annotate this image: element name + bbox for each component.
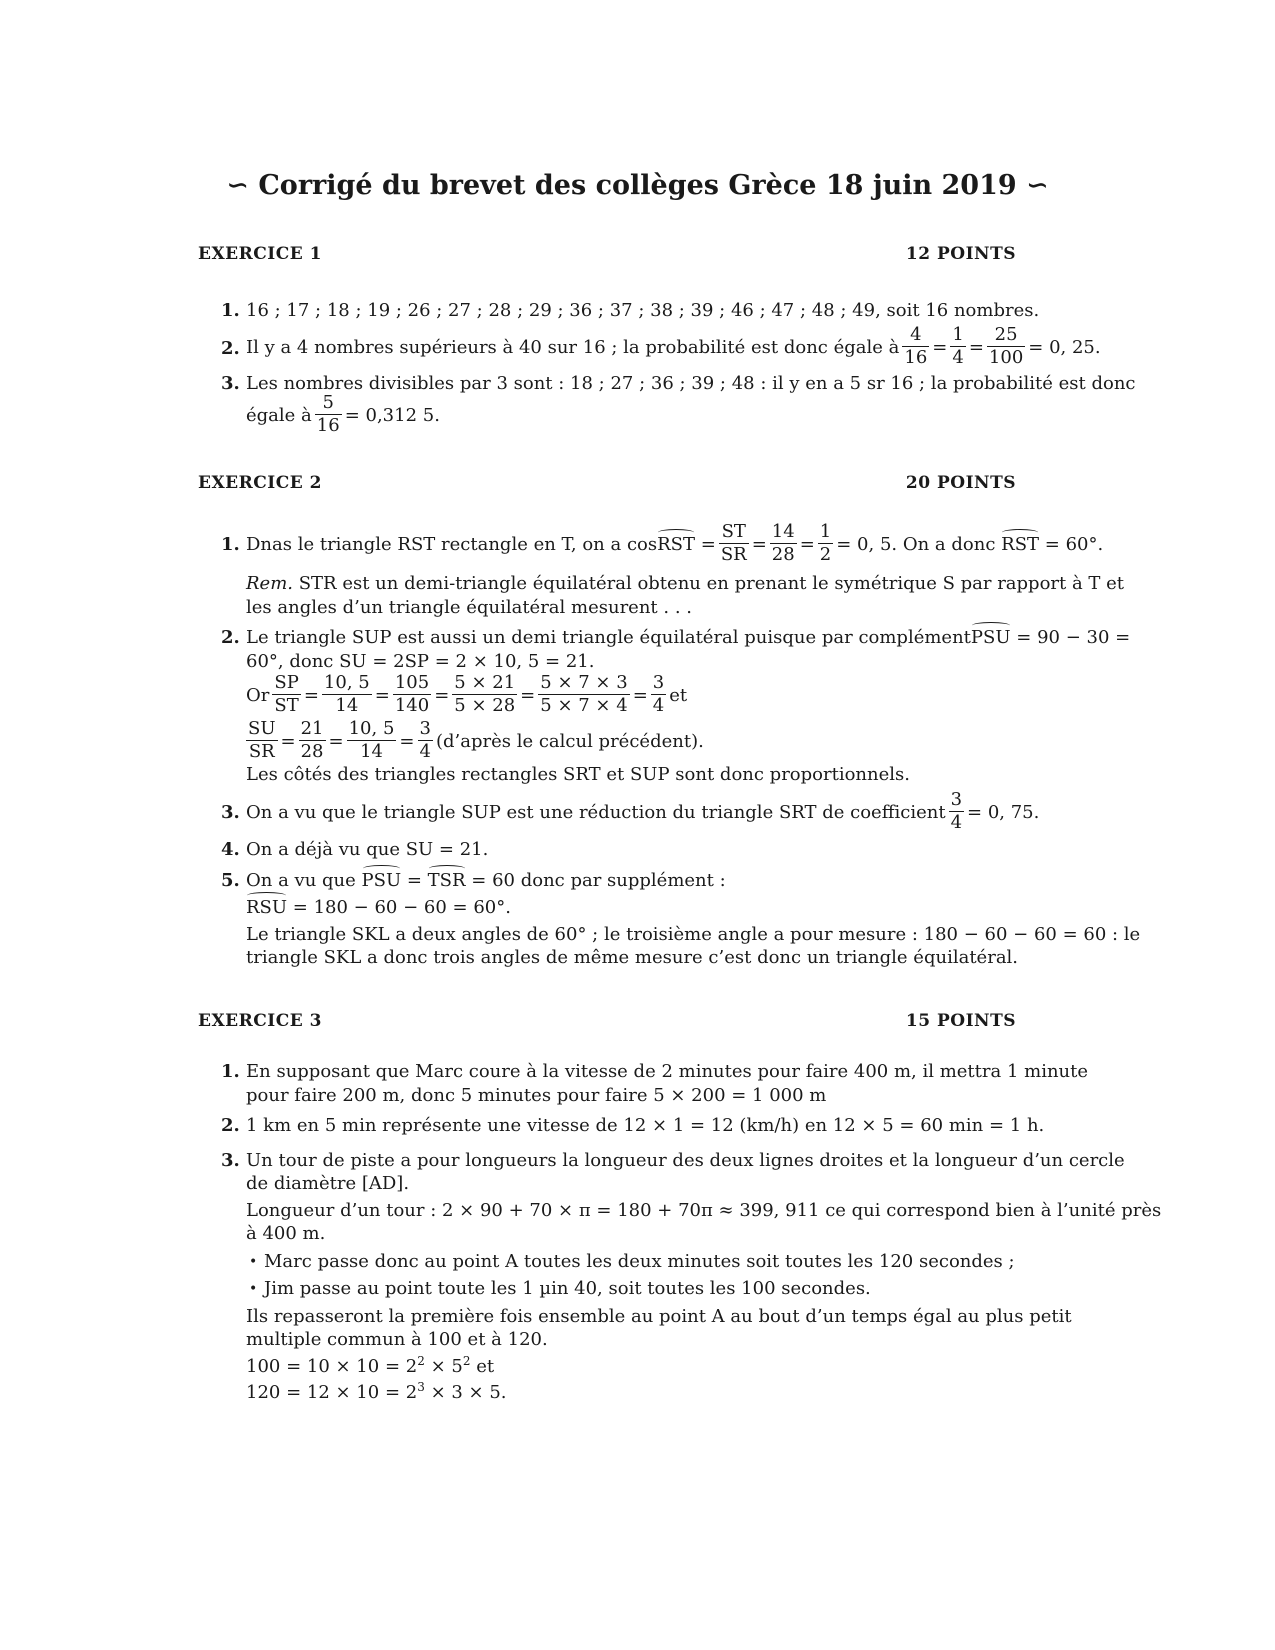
ex2-q1-number: 1. xyxy=(221,534,240,555)
ex3-q3-number: 3. xyxy=(221,1150,240,1171)
ex2-q2-ratio-line2: $\frac{SU}{SR}$ = $\frac{21}{28}$ = $\frac{10, 5}{14}$ = $\frac{3}{4}$ (d’après le calcul précédent). xyxy=(248,717,704,762)
exercise-2-header xyxy=(198,473,1016,493)
ex2-q5-line2 xyxy=(246,897,1016,919)
exercise-3-title: EXERCICE 3 xyxy=(198,1011,322,1031)
ex2-q3-text: On a vu que le triangle SUP est une réduction du triangle SRT de coefficient xyxy=(246,802,946,823)
ex3-q3-line7: Ils repasseront la première fois ensemble au point A au bout d’un temps égal au plus petit xyxy=(246,1306,1072,1327)
fraction: $\frac{10, 5}{14}$ xyxy=(348,717,395,762)
ex3-bullet1: Marc passe donc au point A toutes les deux minutes soit toutes les 120 secondes ; xyxy=(264,1251,1015,1272)
fraction: $\frac{14}{28}$ xyxy=(771,520,795,565)
ex3-q3-line8: multiple commun à 100 et à 120. xyxy=(246,1329,548,1350)
exponent: 2 xyxy=(462,1354,471,1368)
ex3-q1-line1: En supposant que Marc coure à la vitesse de 2 minutes pour faire 400 m, il mettra 1 minute xyxy=(246,1061,1089,1082)
ex2-q2-after: (d’après le calcul précédent). xyxy=(435,731,704,752)
ex2-q5-number: 5. xyxy=(221,870,240,891)
ex2-q5-text: On a vu que xyxy=(246,870,356,891)
exercise-2-title: EXERCICE 2 xyxy=(198,473,322,493)
ex2-q2-ratio-line: Or $\frac{SP}{ST}$ = $\frac{10, 5}{14}$ = $\frac{105}{140}$ = $\frac{5 \times 21}{5 \times 28}$ = $\frac{5 \times 7 \times 3}{5 \times 7 \times 4}$ = $\frac{3}{4}$ et xyxy=(246,671,688,716)
angle-tsr: TSR xyxy=(427,870,466,891)
ex3-bullet2: Jim passe au point toute les 1 µin 40, soit toutes les 100 secondes. xyxy=(264,1278,871,1299)
exercise-3-points: 15 POINTS xyxy=(905,1011,1016,1031)
ex3-q3-line4: à 400 m. xyxy=(246,1223,326,1244)
fraction: $\frac{1}{2}$ xyxy=(819,520,832,565)
exercise-3-header xyxy=(198,1011,1016,1031)
ex2-q4-text: On a déjà vu que SU = 21. xyxy=(246,839,489,860)
angle-rsu: RSU xyxy=(246,897,288,918)
ex2-q2-number: 2. xyxy=(221,627,240,648)
exercise-1-points: 12 POINTS xyxy=(905,244,1016,264)
page-title: ∽ Corrigé du brevet des collèges Grèce 18 juin 2019 ∽ xyxy=(226,170,1049,201)
ex1-q1-text: 16 ; 17 ; 18 ; 19 ; 26 ; 27 ; 28 ; 29 ; 36 ; 37 ; 38 ; 39 ; 46 ; 47 ; 48 ; 49, soit 16 nombres. xyxy=(246,300,1040,321)
angle-rst: RST xyxy=(657,534,695,555)
ex1-q2-end: = 0, 25. xyxy=(1028,337,1101,358)
ex2-q2-text-end: = 90 − 30 = xyxy=(1016,627,1131,648)
ex3-q2-text: 1 km en 5 min représente une vitesse de 12 × 1 = 12 (km/h) en 12 × 5 = 60 min = 1 h. xyxy=(246,1115,1045,1136)
ex2-q3-line xyxy=(246,788,1040,836)
fraction: $\frac{5}{16}$ xyxy=(316,391,340,436)
ex2-q5-text-c: = 180 − 60 − 60 = 60°. xyxy=(287,897,511,918)
ex1-q3-pre: égale à xyxy=(246,405,312,426)
fraction: $\frac{10, 5}{14}$ xyxy=(323,671,370,716)
remark-text: STR est un demi-triangle équilatéral obtenu en prenant le symétrique S par rapport à T et xyxy=(293,573,1125,594)
ex2-q3-number: 3. xyxy=(221,802,240,823)
ex1-q3-line1: Les nombres divisibles par 3 sont : 18 ; 27 ; 36 ; 39 ; 48 : il y en a 5 sr 16 ; la probabilité est donc xyxy=(246,373,1136,394)
bullet-icon: • xyxy=(249,1281,258,1297)
equals: = xyxy=(401,870,428,891)
fraction: $\frac{5 \times 21}{5 \times 28}$ xyxy=(454,671,516,716)
remark-label: Rem. xyxy=(246,573,293,594)
ex3-eq1 xyxy=(246,1356,1016,1378)
fraction: $\frac{21}{28}$ xyxy=(300,717,324,762)
ex2-q1-line: Dnas le triangle RST rectangle en T, on a cos RST = $\frac{ST}{SR}$ = $\frac{14}{28}$ = $\frac{1}{2}$ = 0, 5. On a donc RST = 60°. xyxy=(246,520,1104,565)
ex2-remark-line2: les angles d’un triangle équilatéral mesurent . . . xyxy=(246,597,692,618)
ex1-q2-number: 2. xyxy=(221,338,240,359)
ex1-q3-number: 3. xyxy=(221,373,240,394)
ex3-q3-line2: de diamètre [AD]. xyxy=(246,1173,410,1194)
eq1-part: 100 = 10 × 10 = 2 xyxy=(246,1356,418,1377)
angle-psu: PSU xyxy=(361,870,402,891)
exercise-2-points: 20 POINTS xyxy=(905,473,1016,493)
ex2-q5-line4: triangle SKL a donc trois angles de même mesure c’est donc un triangle équilatéral. xyxy=(246,947,1019,968)
fraction: $\frac{25}{100}$ xyxy=(988,323,1024,368)
ex2-q2-text: Le triangle SUP est aussi un demi triangle équilatéral puisque par complément xyxy=(246,627,971,648)
ex2-q1-text: Dnas le triangle RST rectangle en T, on a cos xyxy=(246,534,658,555)
ex3-eq2 xyxy=(246,1382,1016,1404)
fraction: $\frac{SU}{SR}$ xyxy=(248,717,276,762)
fraction: $\frac{3}{4}$ xyxy=(419,717,431,762)
ex2-q3-end: = 0, 75. xyxy=(967,802,1040,823)
ex2-q5-line1 xyxy=(246,870,1016,892)
exercise-1-header xyxy=(198,244,1016,264)
ex2-q1-text-b: = 0, 5. On a donc xyxy=(836,534,996,555)
exponent: 2 xyxy=(417,1354,425,1368)
ex3-q2-number: 2. xyxy=(221,1115,240,1136)
eq2-part: × 3 × 5. xyxy=(424,1382,507,1403)
ex3-q3-line3: Longueur d’un tour : 2 × 90 + 70 × π = 180 + 70π ≈ 399, 911 ce qui correspond bien à l’unité près xyxy=(246,1200,1162,1221)
ex2-q5-line3: Le triangle SKL a deux angles de 60° ; le troisième angle a pour mesure : 180 − 60 − 60 = 60 : le xyxy=(246,924,1141,945)
ex2-q2-line2: 60°, donc SU = 2SP = 2 × 10, 5 = 21. xyxy=(246,651,595,672)
ex2-q1-text-c: = 60°. xyxy=(1044,534,1104,555)
ex1-q3-line2 xyxy=(246,391,1016,438)
ex3-q1-line2: pour faire 200 m, donc 5 minutes pour faire 5 × 200 = 1 000 m xyxy=(246,1085,827,1106)
angle-rst: RST xyxy=(1001,534,1040,555)
ex1-q3-end: = 0,312 5. xyxy=(344,405,440,426)
et-label: et xyxy=(669,685,688,706)
ex3-q3-line1: Un tour de piste a pour longueurs la longueur des deux lignes droites et la longueur d’un cercle xyxy=(246,1150,1125,1171)
ex1-q2-text: Il y a 4 nombres supérieurs à 40 sur 16 ; la probabilité est donc égale à xyxy=(246,337,900,358)
fraction: $\frac{105}{140}$ xyxy=(394,671,430,716)
ex2-q4-number: 4. xyxy=(221,839,240,860)
ex1-q2-line: Il y a 4 nombres supérieurs à 40 sur 16 ; la probabilité est donc égale à $\frac{4}{16}$ = $\frac{1}{4}$ = $\frac{25}{100}$ = 0, 25. xyxy=(246,323,1101,368)
fraction: $\frac{3}{4}$ xyxy=(950,788,963,833)
ex2-q2-conclusion: Les côtés des triangles rectangles SRT et SUP sont donc proportionnels. xyxy=(246,764,910,785)
exercise-1-title: EXERCICE 1 xyxy=(198,244,322,264)
fraction: $\frac{ST}{SR}$ xyxy=(720,520,747,565)
fraction: $\frac{3}{4}$ xyxy=(652,671,665,716)
bullet-icon: • xyxy=(249,1254,258,1270)
ex2-q5-text-b: = 60 donc par supplément : xyxy=(465,870,726,891)
eq2-part: 120 = 12 × 10 = 2 xyxy=(246,1382,418,1403)
fraction: $\frac{SP}{ST}$ xyxy=(274,671,299,716)
fraction: $\frac{5 \times 7 \times 3}{5 \times 7 \times 4}$ xyxy=(540,671,628,716)
ex3-q1-number: 1. xyxy=(221,1061,240,1082)
eq1-part: et xyxy=(470,1356,495,1377)
or-label: Or xyxy=(246,685,270,706)
eq1-part: × 5 xyxy=(424,1356,463,1377)
angle-psu: PSU xyxy=(970,627,1011,648)
ex2-remark-line1 xyxy=(246,573,1125,595)
exponent: 3 xyxy=(417,1380,425,1394)
fraction: $\frac{4}{16}$ xyxy=(904,323,928,368)
ex2-q2-line1 xyxy=(246,627,1131,649)
fraction: $\frac{1}{4}$ xyxy=(952,323,964,368)
ex1-q1-number: 1. xyxy=(221,300,240,321)
